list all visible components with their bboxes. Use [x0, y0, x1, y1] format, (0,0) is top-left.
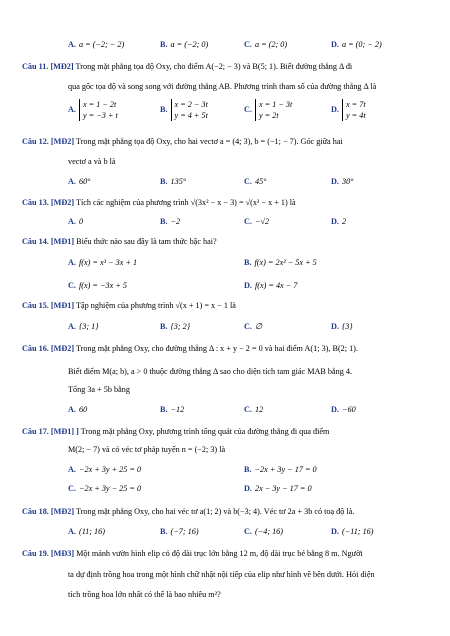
option-letter: D. — [331, 104, 339, 114]
question-18-line-1 — [22, 506, 354, 517]
option-value: 2x − 3y − 17 = 0 — [254, 484, 312, 493]
option-value: 2 — [341, 217, 347, 226]
question-16-line-3: Tổng 3a + 5b bằng — [68, 385, 130, 394]
q14-option-a[interactable] — [68, 257, 137, 268]
option-letter: A. — [68, 405, 76, 414]
q18-option-d[interactable] — [331, 526, 374, 537]
option-value: (−4; 16) — [254, 527, 284, 536]
question-number: Câu 12. — [22, 137, 49, 146]
option-letter: C. — [68, 281, 76, 290]
top-option-b[interactable] — [160, 39, 208, 50]
option-letter: C. — [244, 527, 252, 536]
option-letter: C. — [244, 177, 252, 186]
option-letter: C. — [68, 484, 76, 493]
q16-option-a[interactable] — [68, 404, 87, 415]
q14-option-b[interactable] — [244, 257, 317, 268]
option-letter: A. — [68, 217, 76, 226]
option-letter: D. — [331, 217, 339, 226]
option-letter: A. — [68, 104, 76, 114]
option-letter: B. — [160, 322, 168, 331]
option-letter: A. — [68, 527, 76, 536]
question-text: Trong mặt phẳng Oxy, cho hai véc tơ a(1; 2) và b(−3; 4). Véc tơ 2a + 3b có toạ độ là. — [75, 507, 355, 516]
question-level: [MĐ2] — [50, 198, 75, 207]
question-level: [MĐ1] — [50, 237, 75, 246]
question-12-line-1 — [22, 136, 343, 147]
option-value: {3; 1} — [78, 322, 99, 331]
option-value: 30° — [341, 177, 354, 186]
option-value: 45° — [254, 177, 267, 186]
eq-x: x = 7t — [345, 100, 366, 109]
option-letter: C. — [244, 217, 252, 226]
eq-x: x = 1 − 2t — [82, 100, 117, 109]
option-letter: D. — [331, 177, 339, 186]
option-value: f(x) = −3x + 5 — [78, 281, 127, 290]
option-letter: D. — [244, 281, 252, 290]
option-letter: A. — [68, 465, 76, 474]
question-13-line-1 — [22, 197, 296, 208]
question-level: [MĐ1] — [50, 301, 75, 310]
q18-option-a[interactable] — [68, 526, 105, 537]
q11-option-b[interactable] — [160, 99, 208, 121]
option-value: a = (2; 0) — [254, 40, 288, 49]
question-number: Câu 19. — [22, 549, 49, 558]
question-level: [MĐ3] — [50, 549, 75, 558]
q15-option-b[interactable] — [160, 321, 190, 332]
option-letter: B. — [160, 177, 168, 186]
option-letter: A. — [68, 322, 76, 331]
option-value: (−11; 16) — [341, 527, 374, 536]
option-letter: D. — [331, 40, 339, 49]
top-option-a[interactable] — [68, 39, 124, 50]
question-text: Trong mặt phẳng Oxy, phương trình tổng quát của đường thẳng đi qua điểm — [80, 427, 330, 436]
q11-option-d[interactable] — [331, 99, 366, 121]
option-value: a = (−2; 0) — [170, 40, 209, 49]
eq-x: x = 1 − 3t — [258, 100, 293, 109]
question-text: Tích các nghiệm của phương trình √(3x² − x − 3) = √(x² − x + 1) là — [75, 198, 296, 207]
option-value: −60 — [341, 405, 356, 414]
q15-option-d[interactable] — [331, 321, 353, 332]
option-value: {3; 2} — [170, 322, 191, 331]
question-level: [MĐ2] — [50, 62, 74, 71]
q13-option-d[interactable] — [331, 216, 346, 227]
question-19-line-2: ta dự định trồng hoa trong một hình chữ nhật nội tiếp của elip như hình vẽ bên dưới. Hỏi diện — [68, 570, 375, 579]
top-option-c[interactable] — [244, 39, 287, 50]
question-level: [MĐ1] ] — [50, 427, 79, 436]
question-15-line-1 — [22, 300, 236, 311]
option-letter: D. — [331, 405, 339, 414]
option-value: (11; 16) — [78, 527, 105, 536]
question-number: Câu 14. — [22, 237, 49, 246]
option-letter: A. — [68, 40, 76, 49]
question-text: Trong mặt phẳng Oxy, cho đường thẳng Δ : x + y − 2 = 0 và hai điểm A(1; 3), B(2; 1). — [75, 344, 358, 353]
option-letter: D. — [331, 527, 339, 536]
option-value: −12 — [170, 405, 185, 414]
option-value: 135° — [170, 177, 187, 186]
option-value: ∅ — [254, 322, 263, 331]
q18-option-b[interactable] — [160, 526, 199, 537]
option-letter: B. — [160, 217, 168, 226]
option-value: f(x) = 4x − 7 — [254, 281, 298, 290]
option-value: a = (−2; − 2) — [78, 40, 125, 49]
q14-option-d[interactable] — [244, 280, 297, 291]
question-11-line-1 — [22, 61, 352, 72]
question-number: Câu 16. — [22, 344, 49, 353]
option-letter: B. — [160, 527, 168, 536]
question-11-line-2: qua gốc tọa độ và song song với đường thẳng AB. Phương trình tham số của đường thẳng Δ là — [68, 82, 377, 91]
option-value: −2x + 3y − 25 = 0 — [78, 484, 142, 493]
option-letter: A. — [68, 177, 76, 186]
q16-option-c[interactable] — [244, 404, 263, 415]
question-number: Câu 18. — [22, 507, 49, 516]
q12-option-d[interactable] — [331, 176, 353, 187]
eq-y: y = 4 + 5t — [174, 111, 208, 120]
question-number: Câu 17. — [22, 427, 49, 436]
option-letter: D. — [244, 484, 252, 493]
question-number: Câu 15. — [22, 301, 49, 310]
question-text: Trong mặt phẳng tọa độ Oxy, cho điểm A(−2; − 3) và B(5; 1). Biết đường thẳng Δ đi — [75, 62, 353, 71]
question-text: Trong mặt phẳng tọa độ Oxy, cho hai vectơ a = (4; 3), b = (−1; − 7). Góc giữa hai — [75, 137, 343, 146]
eq-y: y = −3 + t — [82, 111, 118, 120]
question-16-line-1 — [22, 343, 358, 354]
question-text: Một mảnh vườn hình elip có độ dài trục lớn bằng 12 m, độ dài trục bé bằng 8 m. Người — [76, 549, 363, 558]
question-19-line-1 — [22, 548, 363, 559]
option-letter: C. — [244, 104, 252, 114]
question-text: Biểu thức nào sau đây là tam thức bậc hai? — [76, 237, 217, 246]
option-letter: A. — [68, 258, 76, 267]
option-value: −2 — [170, 217, 181, 226]
question-14-line-1 — [22, 236, 217, 247]
question-number: Câu 11. — [22, 62, 49, 71]
q13-option-a[interactable] — [68, 216, 83, 227]
q17-option-b[interactable] — [244, 464, 317, 475]
eq-x: x = 2 − 3t — [174, 100, 208, 109]
option-value: a = (0; − 2) — [341, 40, 382, 49]
q12-option-b[interactable] — [160, 176, 186, 187]
q17-option-a[interactable] — [68, 464, 141, 475]
question-text: Tập nghiệm của phương trình √(x + 1) = x − 1 là — [75, 301, 236, 310]
option-letter: B. — [160, 40, 168, 49]
option-letter: D. — [331, 322, 339, 331]
top-option-d[interactable] — [331, 39, 382, 50]
q17-option-d[interactable] — [244, 483, 312, 494]
option-letter: B. — [160, 104, 168, 114]
question-17-line-1 — [22, 426, 329, 437]
q15-option-c[interactable] — [244, 321, 262, 332]
question-level: [MĐ2] — [50, 507, 75, 516]
option-value: 60 — [78, 405, 88, 414]
q11-option-c[interactable] — [244, 99, 292, 121]
q15-option-a[interactable] — [68, 321, 98, 332]
option-letter: B. — [160, 405, 168, 414]
option-letter: C. — [244, 405, 252, 414]
option-letter: C. — [244, 40, 252, 49]
q11-option-a[interactable] — [68, 99, 118, 121]
option-value: 0 — [78, 217, 84, 226]
q12-option-c[interactable] — [244, 176, 266, 187]
option-value: −2x + 3y − 17 = 0 — [254, 465, 317, 474]
option-value: f(x) = x³ − 3x + 1 — [78, 258, 138, 267]
question-12-line-2: vectơ a và b là — [68, 157, 116, 166]
question-level: [MĐ2] — [50, 344, 75, 353]
q16-option-d[interactable] — [331, 404, 356, 415]
q18-option-c[interactable] — [244, 526, 283, 537]
option-value: −√2 — [254, 217, 270, 226]
option-letter: B. — [244, 465, 252, 474]
q13-option-b[interactable] — [160, 216, 180, 227]
option-value: {3} — [341, 322, 353, 331]
question-level: [MĐ2] — [50, 137, 75, 146]
eq-y: y = 2t — [258, 111, 279, 120]
option-value: (−7; 16) — [170, 527, 199, 536]
eq-y: y = 4t — [345, 111, 366, 120]
question-number: Câu 13. — [22, 198, 49, 207]
q13-option-c[interactable] — [244, 216, 269, 227]
question-19-line-3: tích trồng hoa lớn nhất có thể là bao nhiêu m²? — [68, 590, 221, 599]
option-letter: B. — [244, 258, 252, 267]
equation-system — [79, 99, 118, 121]
question-16-line-2: Biết điểm M(a; b), a > 0 thuộc đường thẳng Δ sao cho diện tích tam giác MAB bằng 4. — [68, 367, 353, 376]
equation-system — [255, 99, 292, 121]
option-value: 12 — [254, 405, 264, 414]
q17-option-c[interactable] — [68, 483, 141, 494]
option-value: f(x) = 2x² − 5x + 5 — [254, 258, 317, 267]
question-17-line-2: M(2; − 7) và có véc tơ pháp tuyến n = (−2; 3) là — [68, 445, 226, 454]
q16-option-b[interactable] — [160, 404, 184, 415]
equation-system — [342, 99, 366, 121]
option-letter: C. — [244, 322, 252, 331]
equation-system — [171, 99, 208, 121]
q14-option-c[interactable] — [68, 280, 127, 291]
q12-option-a[interactable] — [68, 176, 90, 187]
option-value: −2x + 3y + 25 = 0 — [78, 465, 142, 474]
option-value: 60° — [78, 177, 91, 186]
